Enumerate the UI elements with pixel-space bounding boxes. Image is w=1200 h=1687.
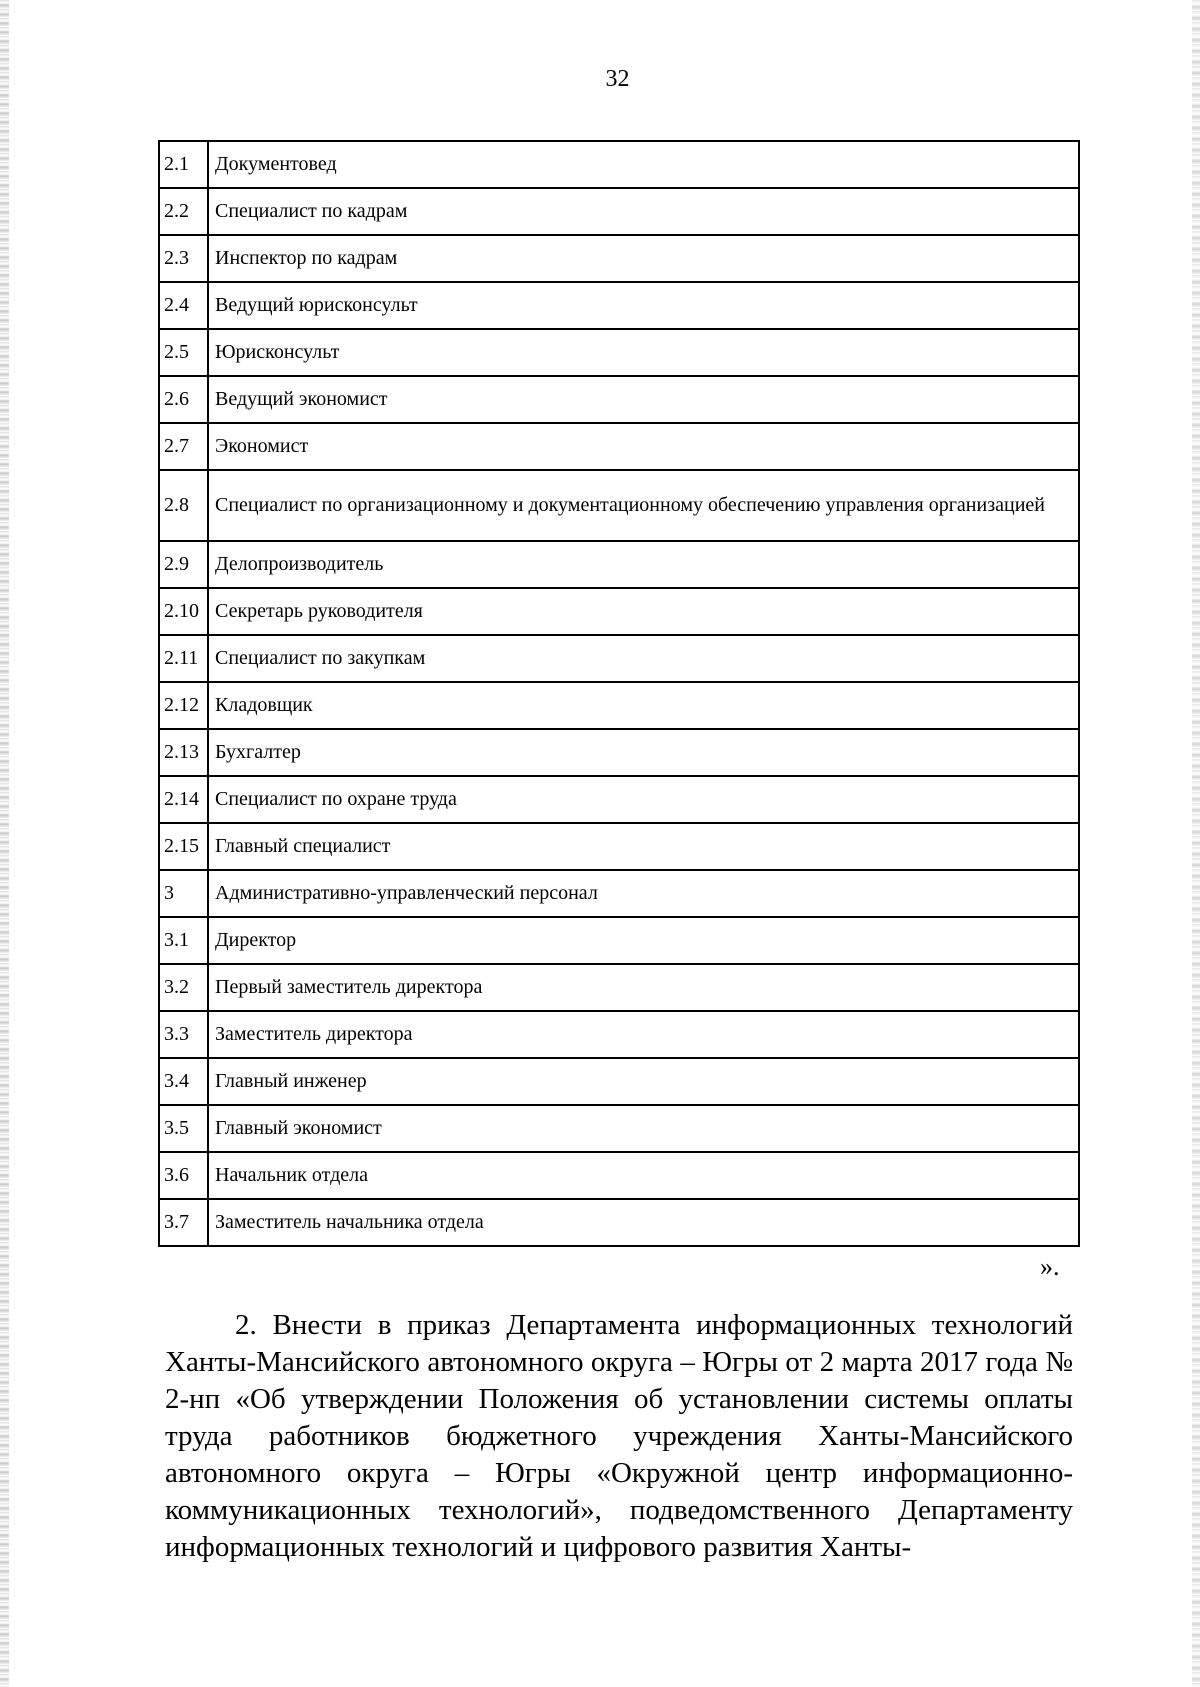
row-number: 2.13 (159, 729, 208, 776)
row-title: Специалист по кадрам (208, 188, 1079, 235)
row-number: 3.7 (159, 1199, 208, 1246)
row-number: 3.6 (159, 1152, 208, 1199)
row-number: 3.5 (159, 1105, 208, 1152)
row-number: 2.9 (159, 541, 208, 588)
row-title: Директор (208, 917, 1079, 964)
row-number: 3 (159, 870, 208, 917)
scan-left-edge (0, 0, 9, 1687)
row-title: Начальник отдела (208, 1152, 1079, 1199)
row-number: 3.2 (159, 964, 208, 1011)
table-row (159, 729, 1079, 776)
row-number: 2.12 (159, 682, 208, 729)
table-row (159, 376, 1079, 423)
scan-right-edge (1192, 0, 1200, 1687)
table-row (159, 1152, 1079, 1199)
table-row (159, 964, 1079, 1011)
table-row (159, 870, 1079, 917)
table-row (159, 588, 1079, 635)
row-title: Документовед (208, 141, 1079, 188)
row-number: 2.11 (159, 635, 208, 682)
row-title: Заместитель начальника отдела (208, 1199, 1079, 1246)
row-number: 2.3 (159, 235, 208, 282)
table-row (159, 141, 1079, 188)
table-row (159, 917, 1079, 964)
closing-quote: ». (1040, 1252, 1060, 1281)
table-row (159, 282, 1079, 329)
row-number: 2.1 (159, 141, 208, 188)
row-number: 2.10 (159, 588, 208, 635)
row-title: Ведущий экономист (208, 376, 1079, 423)
table-row (159, 1011, 1079, 1058)
row-number: 2.14 (159, 776, 208, 823)
row-number: 3.4 (159, 1058, 208, 1105)
row-title: Главный специалист (208, 823, 1079, 870)
table-row (159, 1105, 1079, 1152)
row-title: Административно-управленческий персонал (208, 870, 1079, 917)
table-row (159, 188, 1079, 235)
body-paragraph: 2. Внести в приказ Департамента информационных технологий Ханты-Мансийского автономного округа – Югры от 2 марта 2017 года № 2-нп «Об утверждении Положения об установлении системы оплаты труда работников бюджетного учреждения Ханты-Мансийского автономного округа – Югры «Окружной центр информационно-коммуникационных технологий», подведомственного Департаменту информационных технологий и цифрового развития Ханты- (165, 1309, 1073, 1563)
row-title: Первый заместитель директора (208, 964, 1079, 1011)
table-row (159, 776, 1079, 823)
table-row (159, 423, 1079, 470)
table-row (159, 682, 1079, 729)
row-title: Заместитель директора (208, 1011, 1079, 1058)
row-number: 2.4 (159, 282, 208, 329)
row-title: Бухгалтер (208, 729, 1079, 776)
table-row (159, 823, 1079, 870)
row-title: Экономист (208, 423, 1079, 470)
row-number: 3.3 (159, 1011, 208, 1058)
table-row (159, 470, 1079, 541)
row-title: Ведущий юрисконсульт (208, 282, 1079, 329)
table-row (159, 1058, 1079, 1105)
table-row (159, 541, 1079, 588)
row-title: Инспектор по кадрам (208, 235, 1079, 282)
table-row (159, 1199, 1079, 1246)
row-title: Юрисконсульт (208, 329, 1079, 376)
row-number: 2.8 (159, 470, 208, 541)
row-number: 2.7 (159, 423, 208, 470)
table-row (159, 235, 1079, 282)
row-title: Главный инженер (208, 1058, 1079, 1105)
row-title: Секретарь руководителя (208, 588, 1079, 635)
row-number: 3.1 (159, 917, 208, 964)
row-title: Главный экономист (208, 1105, 1079, 1152)
row-title: Специалист по закупкам (208, 635, 1079, 682)
row-title: Кладовщик (208, 682, 1079, 729)
positions-table (158, 140, 1080, 1247)
row-number: 2.15 (159, 823, 208, 870)
row-number: 2.2 (159, 188, 208, 235)
table-row (159, 635, 1079, 682)
row-title: Специалист по организационному и документационному обеспечению управления организацией (208, 470, 1079, 541)
row-title: Делопроизводитель (208, 541, 1079, 588)
row-number: 2.6 (159, 376, 208, 423)
table-row (159, 329, 1079, 376)
page-number: 32 (605, 66, 630, 92)
row-number: 2.5 (159, 329, 208, 376)
row-title: Специалист по охране труда (208, 776, 1079, 823)
